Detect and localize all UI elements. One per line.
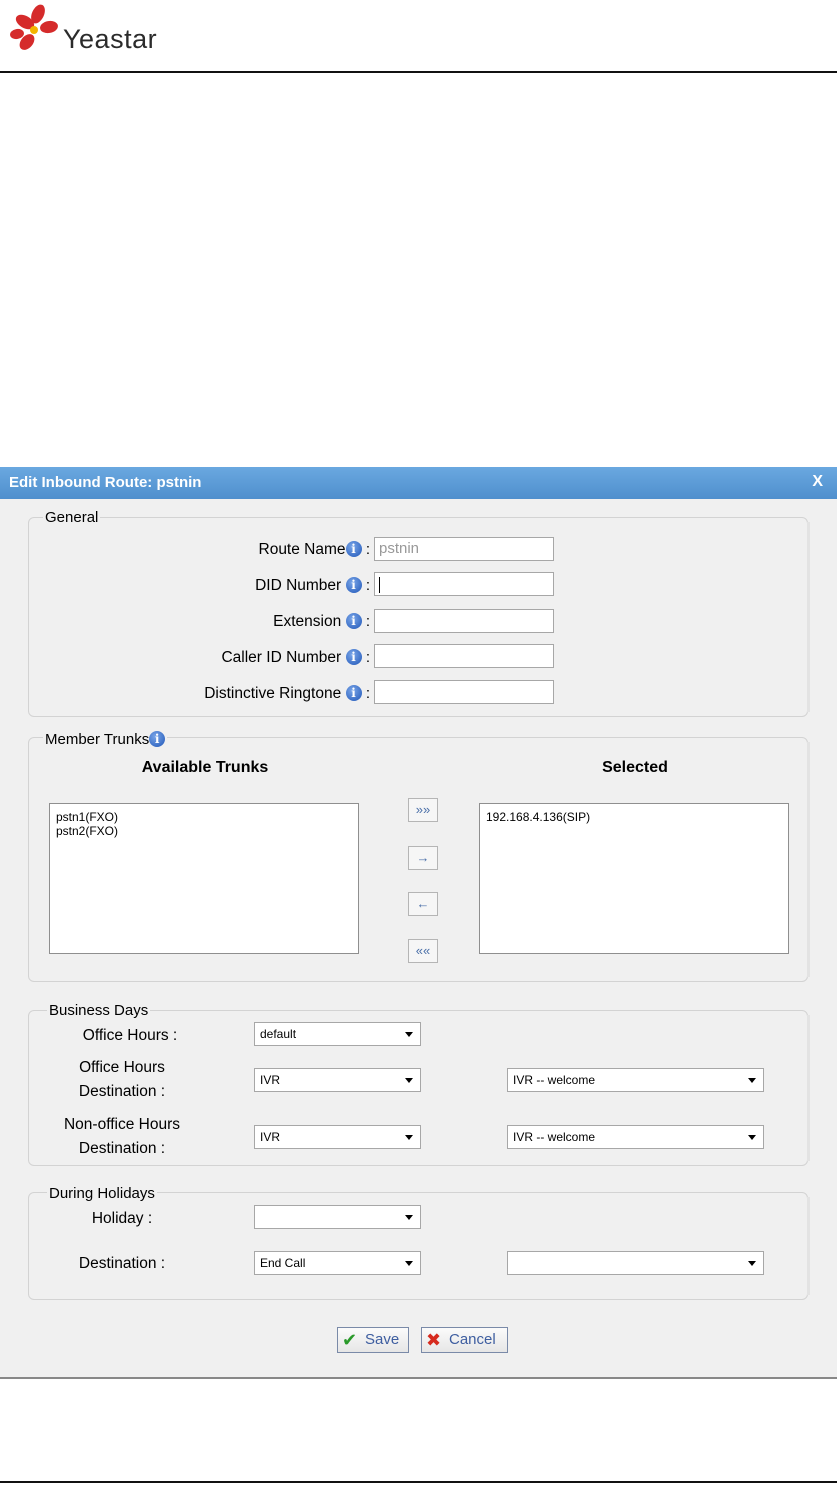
checkmark-icon: ✔ — [342, 1330, 358, 1350]
holiday-select[interactable] — [254, 1205, 421, 1229]
chevron-down-icon — [405, 1032, 413, 1037]
extension-input[interactable] — [374, 609, 554, 633]
info-icon[interactable]: i — [346, 613, 362, 629]
group-edge — [807, 522, 810, 712]
holiday-destination-target-select[interactable] — [507, 1251, 764, 1275]
chevron-down-icon — [405, 1135, 413, 1140]
business-days-legend: Business Days — [49, 1002, 149, 1019]
list-item[interactable]: pstn1(FXO) — [56, 810, 119, 824]
dialog-titlebar — [0, 467, 837, 499]
logo-flower-icon — [5, 0, 65, 60]
brand-name: Yeastar — [63, 24, 158, 54]
info-icon[interactable]: i — [346, 685, 362, 701]
header-rule — [0, 71, 837, 73]
did-number-input[interactable] — [374, 572, 554, 596]
route-name-input[interactable]: pstnin — [374, 537, 554, 561]
during-holidays-legend: During Holidays — [49, 1185, 155, 1202]
group-edge — [807, 1015, 810, 1161]
caller-id-label: Caller ID Number i : — [221, 649, 370, 666]
info-icon[interactable]: i — [346, 649, 362, 665]
chevron-down-icon — [405, 1078, 413, 1083]
yeastar-logo — [5, 0, 175, 62]
office-hours-label: Office Hours : — [82, 1027, 178, 1044]
cancel-button[interactable] — [421, 1327, 508, 1353]
chevron-down-icon — [748, 1078, 756, 1083]
chevron-down-icon — [405, 1261, 413, 1266]
add-button[interactable]: → — [408, 846, 438, 870]
chevron-down-icon — [748, 1261, 756, 1266]
member-trunks-legend: Member Trunks i — [43, 731, 167, 748]
office-hours-select[interactable]: default — [254, 1022, 421, 1046]
remove-all-button[interactable]: «« — [408, 939, 438, 963]
available-trunks-header: Available Trunks — [141, 759, 269, 776]
available-trunks-list[interactable] — [49, 803, 359, 954]
selected-trunks-header: Selected — [602, 759, 668, 776]
non-office-destination-target-select[interactable]: IVR -- welcome — [507, 1125, 764, 1149]
office-destination-target-select[interactable]: IVR -- welcome — [507, 1068, 764, 1092]
info-icon[interactable]: i — [149, 731, 165, 747]
selected-trunks-list[interactable] — [479, 803, 789, 954]
holiday-destination-type-select[interactable]: End Call — [254, 1251, 421, 1275]
cancel-button-label: Cancel — [449, 1331, 496, 1348]
office-hours-destination-label: Office Hours Destination : — [78, 1059, 166, 1100]
footer-rule — [0, 1481, 837, 1483]
info-icon[interactable]: i — [346, 541, 362, 557]
office-destination-type-select[interactable]: IVR — [254, 1068, 421, 1092]
save-button-label: Save — [365, 1331, 400, 1348]
route-name-label: Route Name i : — [258, 541, 370, 558]
remove-button[interactable]: ← — [408, 892, 438, 916]
info-icon[interactable]: i — [346, 577, 362, 593]
chevron-down-icon — [405, 1215, 413, 1220]
close-icon: ✖ — [426, 1330, 442, 1350]
holiday-destination-label: Destination : — [78, 1255, 166, 1272]
group-edge — [807, 742, 810, 977]
general-legend: General — [45, 509, 99, 526]
save-button[interactable] — [337, 1327, 409, 1353]
list-item[interactable]: pstn2(FXO) — [56, 824, 119, 838]
non-office-hours-destination-label: Non-office Hours Destination : — [63, 1116, 180, 1157]
group-edge — [807, 1197, 810, 1295]
ringtone-label: Distinctive Ringtone i : — [204, 685, 370, 702]
non-office-destination-type-select[interactable]: IVR — [254, 1125, 421, 1149]
dialog-title: Edit Inbound Route: pstnin — [9, 474, 202, 491]
ringtone-input[interactable] — [374, 680, 554, 704]
extension-label: Extension i : — [273, 613, 370, 630]
caller-id-input[interactable] — [374, 644, 554, 668]
edit-inbound-route-dialog — [0, 467, 837, 1379]
list-item[interactable]: 192.168.4.136(SIP) — [486, 810, 591, 824]
did-number-label: DID Number i : — [255, 577, 370, 594]
holiday-label: Holiday : — [91, 1210, 153, 1227]
add-all-button[interactable]: »» — [408, 798, 438, 822]
close-button[interactable]: X — [812, 473, 823, 490]
chevron-down-icon — [748, 1135, 756, 1140]
text-caret — [379, 577, 380, 593]
